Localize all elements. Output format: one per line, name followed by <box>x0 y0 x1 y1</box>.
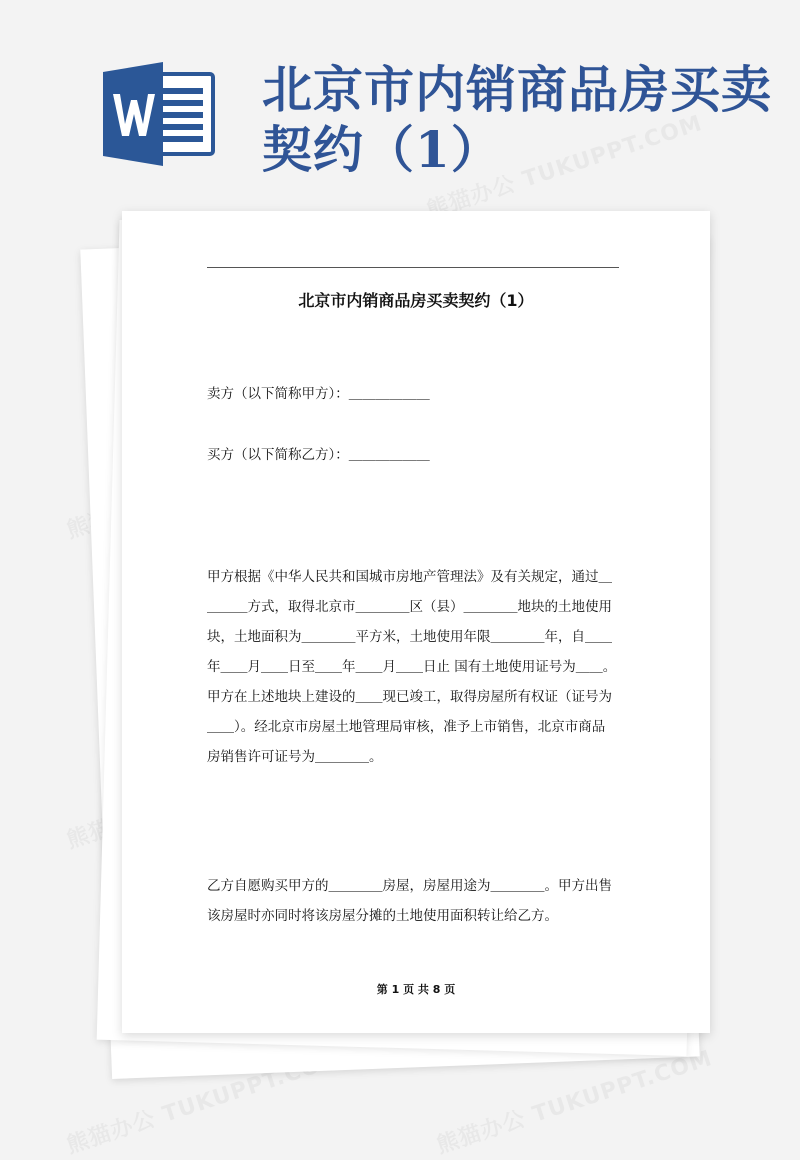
paragraph-line: 甲方在上述地块上建设的＿＿现已竣工，取得房屋所有权证（证号为 <box>207 689 612 705</box>
paragraph-line: ＿＿＿方式，取得北京市＿＿＿＿区（县）＿＿＿＿地块的土地使用 <box>207 599 612 615</box>
buyer-line: 买方（以下简称乙方）：＿＿＿＿＿＿ <box>207 447 430 463</box>
document-title: 北京市内销商品房买卖契约（1） <box>298 291 534 310</box>
paragraph-line: 乙方自愿购买甲方的＿＿＿＿房屋，房屋用途为＿＿＿＿。甲方出售 <box>207 878 612 894</box>
paragraph-line: 房销售许可证号为＿＿＿＿。 <box>207 749 383 765</box>
banner-title-line-2: 契约（1） <box>262 120 502 179</box>
paragraph-line: ＿＿）。经北京市房屋土地管理局审核，准予上市销售，北京市商品 <box>207 719 606 735</box>
word-logo-icon <box>103 62 215 166</box>
paragraph-line: 年＿＿月＿＿日至＿＿年＿＿月＿＿日止 国有土地使用证号为＿＿。 <box>207 659 617 675</box>
document-page <box>122 211 710 1033</box>
paragraph-line: 该房屋时亦同时将该房屋分摊的土地使用面积转让给乙方。 <box>207 908 558 924</box>
paragraph-line: 甲方根据《中华人民共和国城市房地产管理法》及有关规定，通过＿ <box>207 569 612 585</box>
paragraph-line: 块，土地面积为＿＿＿＿平方米，土地使用年限＿＿＿＿年，自＿＿ <box>207 629 612 645</box>
banner-title-line-1: 北京市内销商品房买卖 <box>262 60 772 119</box>
page-number: 第 1 页 共 8 页 <box>376 983 456 996</box>
header-rule <box>207 267 619 268</box>
paragraph-land-info <box>207 562 627 772</box>
seller-line: 卖方（以下简称甲方）：＿＿＿＿＿＿ <box>207 386 430 402</box>
paragraph-purchase <box>207 871 627 931</box>
